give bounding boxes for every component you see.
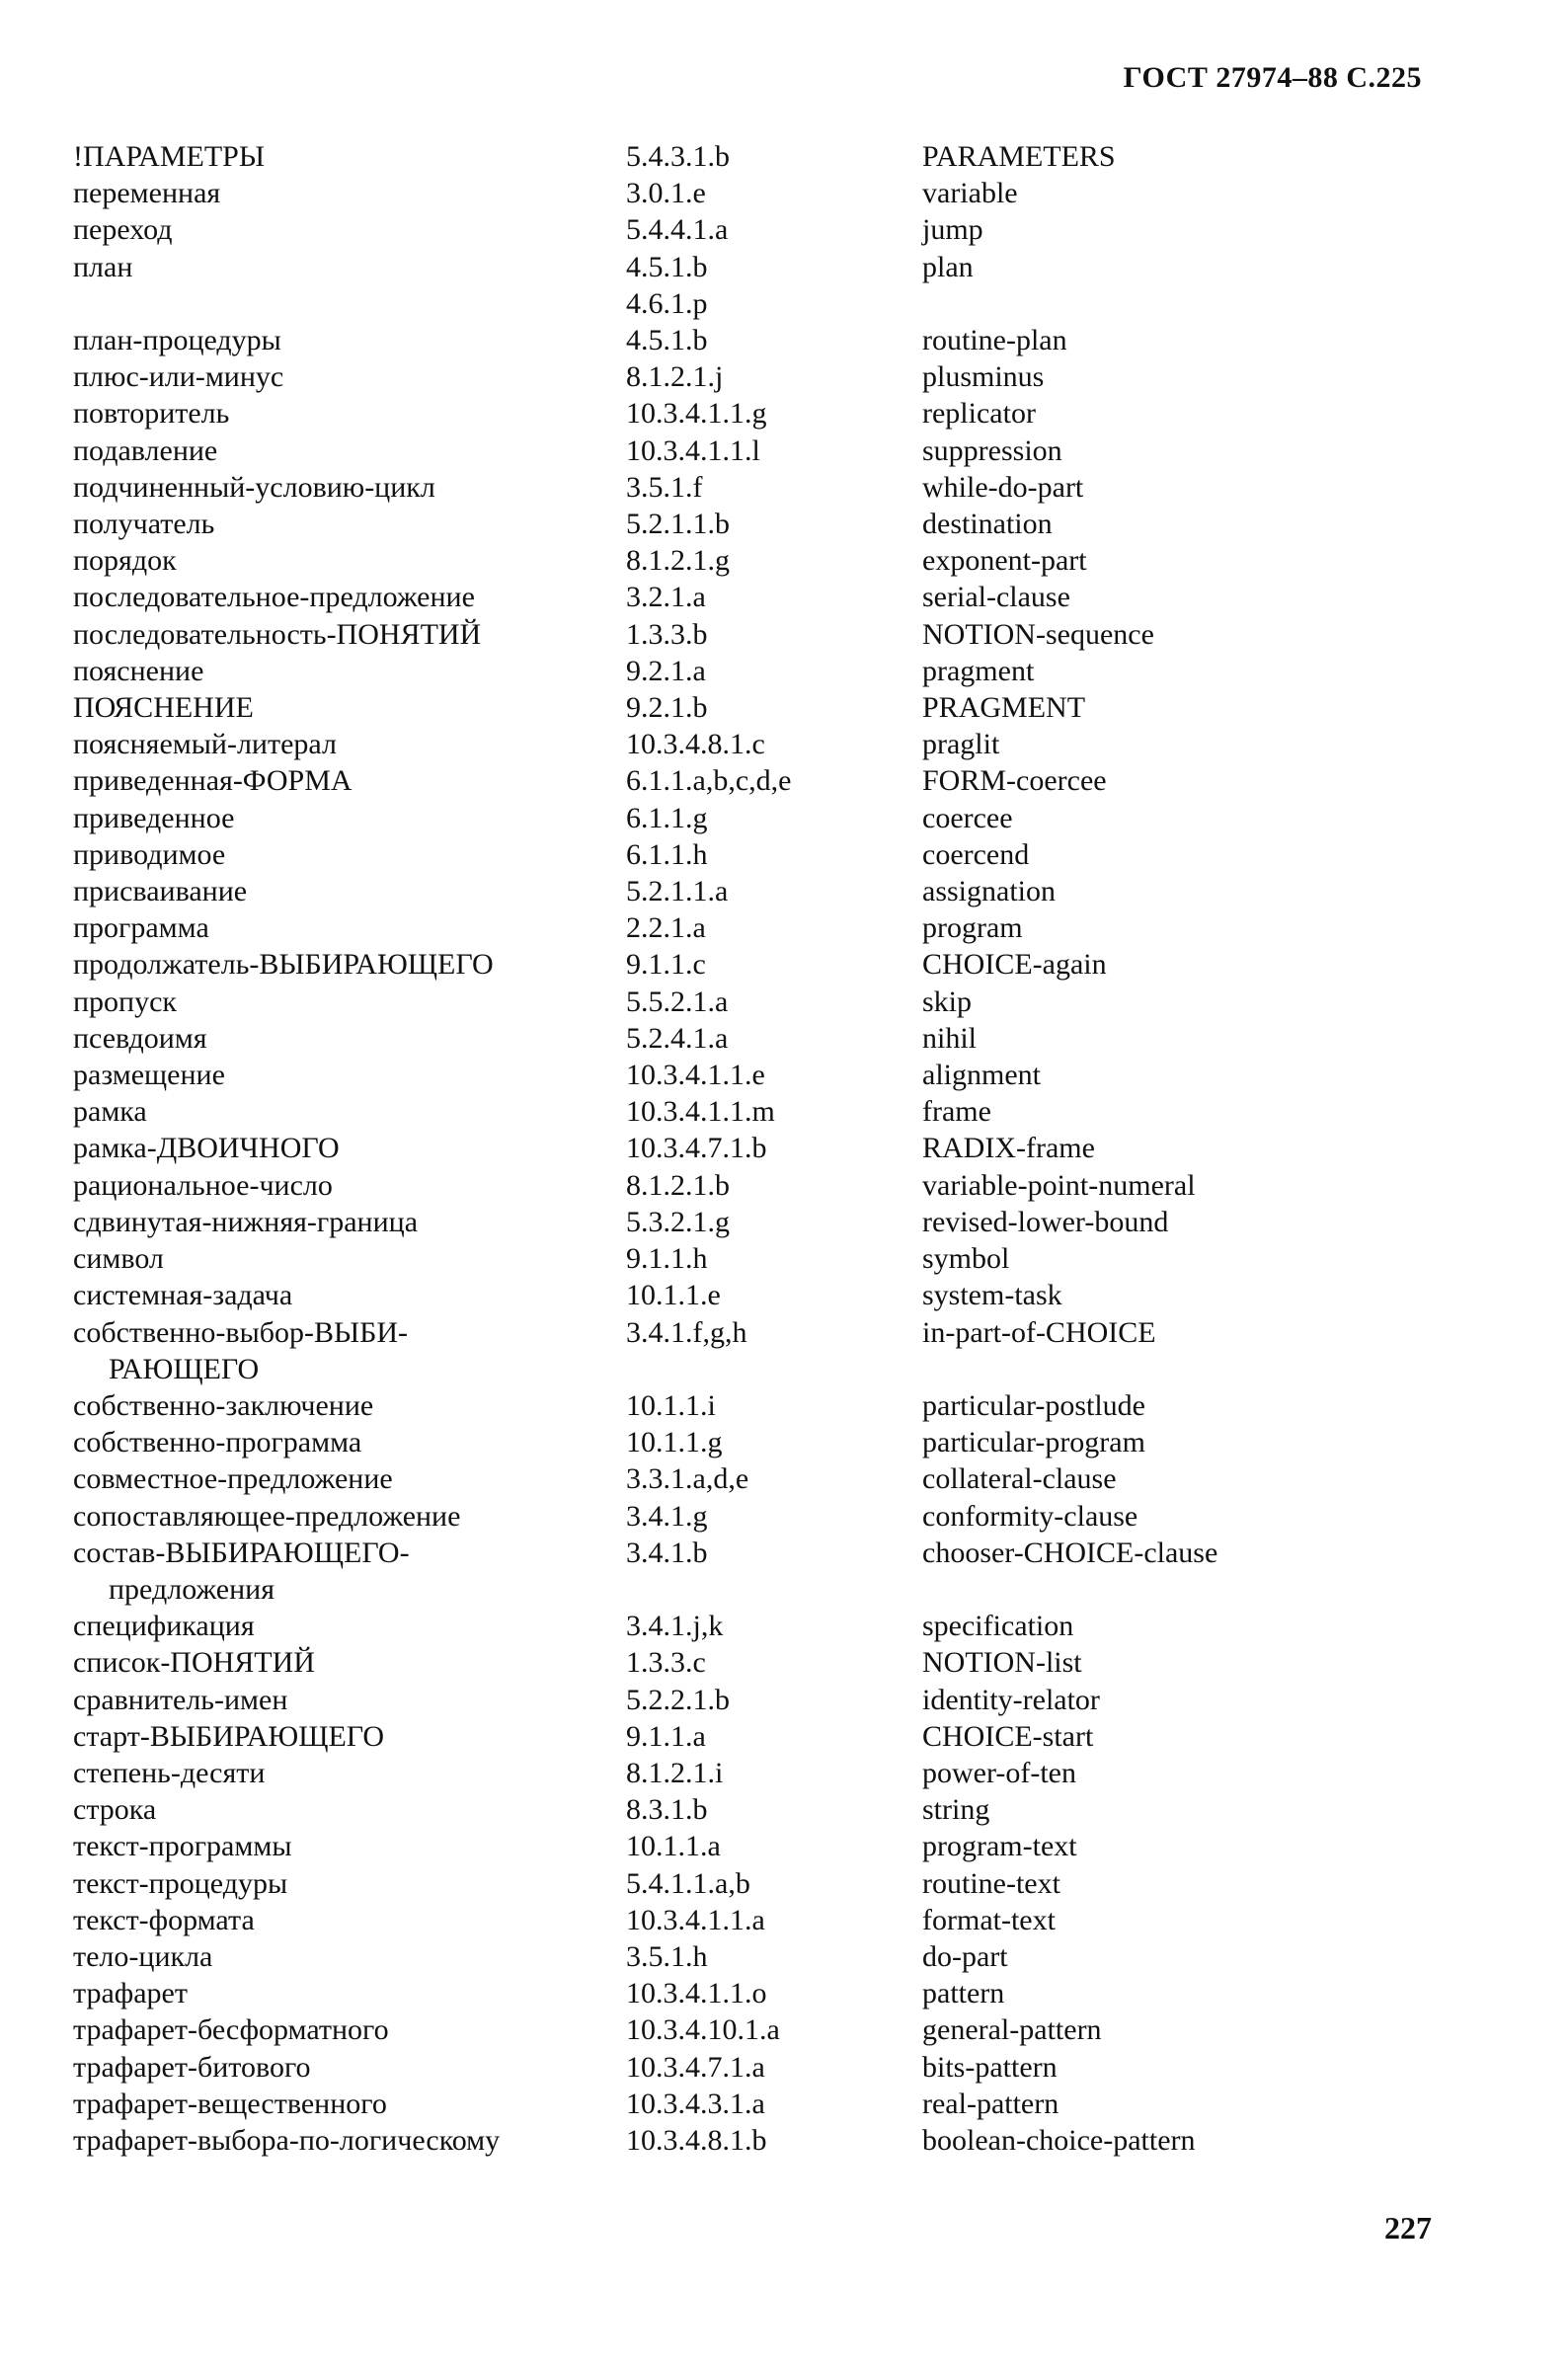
russian-term: собственно-заключение: [73, 1388, 374, 1422]
russian-term: предложения: [109, 1572, 275, 1606]
section-reference: 9.1.1.h: [626, 1242, 708, 1276]
russian-term: системная-задача: [73, 1279, 293, 1312]
english-term: NOTION-list: [922, 1646, 1082, 1680]
section-reference: 9.1.1.c: [626, 948, 706, 982]
english-term: format-text: [922, 1903, 1056, 1936]
english-term: alignment: [922, 1059, 1041, 1092]
russian-term: приведенная-ФОРМА: [73, 764, 353, 798]
index-row: [73, 1608, 1357, 1644]
english-term: skip: [922, 985, 973, 1018]
russian-term: подавление: [73, 433, 218, 467]
index-row: [73, 1938, 1357, 1975]
index-row: [73, 1314, 1357, 1351]
index-row: [73, 211, 1357, 248]
russian-term: повторитель: [73, 397, 230, 431]
russian-term: собственно-выбор-ВЫБИ-: [73, 1315, 409, 1349]
russian-term: сопоставляющее-предложение: [73, 1499, 461, 1533]
russian-term: текст-процедуры: [73, 1866, 288, 1900]
index-row: [73, 2086, 1357, 2122]
section-reference: 5.2.2.1.b: [626, 1683, 730, 1716]
section-reference: 9.2.1.b: [626, 691, 708, 725]
english-term: symbol: [922, 1242, 1010, 1276]
section-reference: 5.2.1.1.b: [626, 508, 730, 541]
section-reference: 8.3.1.b: [626, 1793, 708, 1827]
section-reference: 3.4.1.g: [626, 1499, 708, 1533]
section-reference: 10.3.4.1.1.o: [626, 1977, 767, 2010]
english-term: plusminus: [922, 360, 1045, 394]
russian-term: степень-десяти: [73, 1756, 266, 1789]
section-reference: 3.2.1.a: [626, 581, 706, 614]
index-row: [73, 1020, 1357, 1057]
section-reference: 8.1.2.1.b: [626, 1168, 730, 1202]
index-row: [73, 1791, 1357, 1828]
russian-term: тело-цикла: [73, 1939, 213, 1973]
english-term: variable-point-numeral: [922, 1168, 1196, 1202]
russian-term: строка: [73, 1793, 157, 1827]
index-table: [73, 138, 1357, 2159]
index-row: [73, 1204, 1357, 1240]
section-reference: 4.6.1.p: [626, 286, 708, 320]
index-row: [73, 1240, 1357, 1277]
english-term: CHOICE-again: [922, 948, 1107, 982]
section-reference: 10.3.4.1.1.l: [626, 433, 760, 467]
russian-term: трафарет-вещественного: [73, 2087, 387, 2120]
section-reference: 5.4.3.1.b: [626, 140, 730, 173]
russian-term: присваивание: [73, 875, 248, 908]
section-reference: 9.1.1.a: [626, 1719, 706, 1753]
english-term: chooser-CHOICE-clause: [922, 1536, 1218, 1569]
index-row: [73, 249, 1357, 285]
section-reference: 3.4.1.f,g,h: [626, 1315, 747, 1349]
russian-term: текст-программы: [73, 1830, 292, 1863]
section-reference: 10.3.4.3.1.a: [626, 2087, 765, 2120]
english-term: suppression: [922, 433, 1062, 467]
english-term: in-part-of-CHOICE: [922, 1315, 1156, 1349]
english-term: variable: [922, 177, 1018, 210]
english-term: routine-plan: [922, 324, 1067, 357]
english-term: string: [922, 1793, 990, 1827]
index-row: [73, 506, 1357, 542]
russian-term: собственно-программа: [73, 1426, 362, 1459]
russian-term: рамка: [73, 1095, 147, 1129]
english-term: bits-pattern: [922, 2050, 1058, 2084]
section-reference: 1.3.3.c: [626, 1646, 706, 1680]
english-term: real-pattern: [922, 2087, 1059, 2120]
section-reference: 5.2.1.1.a: [626, 875, 729, 908]
english-term: revised-lower-bound: [922, 1205, 1169, 1238]
index-row: [73, 1828, 1357, 1864]
section-reference: 10.1.1.g: [626, 1426, 723, 1459]
index-row: [73, 1902, 1357, 1938]
russian-term: переменная: [73, 177, 221, 210]
index-row: [73, 1057, 1357, 1093]
english-term: conformity-clause: [922, 1499, 1138, 1533]
english-term: general-pattern: [922, 2013, 1102, 2047]
section-reference: 10.1.1.i: [626, 1388, 716, 1422]
index-row: [73, 653, 1357, 689]
section-reference: 4.5.1.b: [626, 324, 708, 357]
russian-term: текст-формата: [73, 1903, 255, 1936]
index-row: [73, 2049, 1357, 2086]
section-reference: 10.3.4.7.1.a: [626, 2050, 765, 2084]
section-reference: 3.4.1.b: [626, 1536, 708, 1569]
index-row: [73, 946, 1357, 983]
index-row: [73, 1755, 1357, 1791]
section-reference: 10.3.4.10.1.a: [626, 2013, 780, 2047]
english-term: program: [922, 911, 1023, 945]
russian-term: последовательность-ПОНЯТИЙ: [73, 617, 482, 651]
russian-term: переход: [73, 213, 173, 247]
russian-term: плюс-или-минус: [73, 360, 284, 394]
russian-term: РАЮЩЕГО: [109, 1352, 260, 1385]
english-term: coercend: [922, 837, 1030, 871]
section-reference: 3.5.1.h: [626, 1939, 708, 1973]
russian-term: план-процедуры: [73, 324, 281, 357]
section-reference: 5.2.4.1.a: [626, 1021, 729, 1055]
russian-term: получатель: [73, 508, 215, 541]
section-reference: 9.2.1.a: [626, 654, 706, 687]
index-row: [73, 2122, 1357, 2159]
index-row: [73, 1498, 1357, 1535]
russian-term: трафарет-битового: [73, 2050, 311, 2084]
russian-term: план: [73, 250, 133, 283]
english-term: while-do-part: [922, 470, 1084, 504]
english-term: pattern: [922, 1977, 1005, 2010]
russian-term: программа: [73, 911, 209, 945]
page-header: ГОСТ 27974–88 С.225: [1123, 61, 1422, 94]
section-reference: 2.2.1.a: [626, 911, 706, 945]
russian-term: старт-ВЫБИРАЮЩЕГО: [73, 1719, 385, 1753]
section-reference: 10.1.1.e: [626, 1279, 721, 1312]
index-row: [73, 1865, 1357, 1902]
index-row: [73, 358, 1357, 395]
index-row: [73, 175, 1357, 211]
section-reference: 10.3.4.8.1.c: [626, 728, 765, 761]
index-row: [73, 1644, 1357, 1681]
index-row: [73, 1167, 1357, 1204]
index-row: [73, 1975, 1357, 2011]
english-term: FORM-coercee: [922, 764, 1107, 798]
russian-term: состав-ВЫБИРАЮЩЕГО-: [73, 1536, 410, 1569]
english-term: boolean-choice-pattern: [922, 2123, 1196, 2157]
english-term: program-text: [922, 1830, 1077, 1863]
index-row: [73, 984, 1357, 1020]
index-row: [73, 1351, 1357, 1387]
russian-term: пояснение: [73, 654, 204, 687]
index-row: [73, 1387, 1357, 1424]
index-row: [73, 579, 1357, 615]
section-reference: 5.4.4.1.a: [626, 213, 729, 247]
index-row: [73, 1093, 1357, 1130]
index-row: [73, 1424, 1357, 1460]
index-row: [73, 873, 1357, 909]
section-reference: 10.3.4.8.1.b: [626, 2123, 767, 2157]
index-row: [73, 800, 1357, 836]
section-reference: 4.5.1.b: [626, 250, 708, 283]
index-row: [73, 1277, 1357, 1313]
section-reference: 10.3.4.1.1.m: [626, 1095, 775, 1129]
section-reference: 3.0.1.e: [626, 177, 706, 210]
index-row: [73, 689, 1357, 726]
russian-term: псевдоимя: [73, 1021, 207, 1055]
index-row: [73, 1718, 1357, 1755]
index-row: [73, 395, 1357, 432]
russian-term: порядок: [73, 544, 177, 578]
section-reference: 6.1.1.g: [626, 801, 708, 834]
index-row: [73, 1571, 1357, 1608]
english-term: system-task: [922, 1279, 1062, 1312]
english-term: do-part: [922, 1939, 1008, 1973]
section-reference: 10.3.4.1.1.g: [626, 397, 767, 431]
english-term: serial-clause: [922, 581, 1070, 614]
english-term: routine-text: [922, 1866, 1060, 1900]
page-number: 227: [1384, 2210, 1432, 2246]
russian-term: ПОЯСНЕНИЕ: [73, 691, 254, 725]
russian-term: трафарет: [73, 1977, 188, 2010]
index-row: [73, 322, 1357, 358]
english-term: exponent-part: [922, 544, 1087, 578]
english-term: praglit: [922, 728, 1000, 761]
english-term: NOTION-sequence: [922, 617, 1154, 651]
section-reference: 6.1.1.a,b,c,d,e: [626, 764, 792, 798]
russian-term: сдвинутая-нижняя-граница: [73, 1205, 419, 1238]
index-row: [73, 1460, 1357, 1497]
russian-term: совместное-предложение: [73, 1462, 393, 1496]
section-reference: 5.3.2.1.g: [626, 1205, 730, 1238]
english-term: RADIX-frame: [922, 1132, 1095, 1165]
english-term: identity-relator: [922, 1683, 1100, 1716]
english-term: CHOICE-start: [922, 1719, 1094, 1753]
section-reference: 3.5.1.f: [626, 470, 703, 504]
section-reference: 3.4.1.j,k: [626, 1610, 724, 1643]
russian-term: приведенное: [73, 801, 235, 834]
section-reference: 10.3.4.7.1.b: [626, 1132, 767, 1165]
index-row: [73, 909, 1357, 946]
index-row: [73, 836, 1357, 873]
english-term: assignation: [922, 875, 1056, 908]
russian-term: трафарет-бесформатного: [73, 2013, 389, 2047]
english-term: jump: [922, 213, 983, 247]
russian-term: подчиненный-условию-цикл: [73, 470, 435, 504]
english-term: PARAMETERS: [922, 140, 1116, 173]
index-row: [73, 469, 1357, 506]
russian-term: спецификация: [73, 1610, 255, 1643]
index-row: [73, 762, 1357, 799]
index-row: [73, 1682, 1357, 1718]
section-reference: 10.3.4.1.1.a: [626, 1903, 765, 1936]
english-term: replicator: [922, 397, 1036, 431]
russian-term: список-ПОНЯТИЙ: [73, 1646, 315, 1680]
section-reference: 5.5.2.1.a: [626, 985, 729, 1018]
english-term: particular-program: [922, 1426, 1145, 1459]
section-reference: 10.1.1.a: [626, 1830, 721, 1863]
russian-term: !ПАРАМЕТРЫ: [73, 140, 266, 173]
russian-term: рамка-ДВОИЧНОГО: [73, 1132, 340, 1165]
index-row: [73, 616, 1357, 653]
english-term: nihil: [922, 1021, 978, 1055]
index-row: [73, 285, 1357, 322]
index-row: [73, 726, 1357, 762]
section-reference: 1.3.3.b: [626, 617, 708, 651]
english-term: plan: [922, 250, 974, 283]
english-term: coercee: [922, 801, 1013, 834]
english-term: pragment: [922, 654, 1035, 687]
english-term: destination: [922, 508, 1053, 541]
english-term: collateral-clause: [922, 1462, 1117, 1496]
section-reference: 6.1.1.h: [626, 837, 708, 871]
russian-term: сравнитель-имен: [73, 1683, 288, 1716]
russian-term: последовательное-предложение: [73, 581, 475, 614]
english-term: specification: [922, 1610, 1074, 1643]
index-row: [73, 433, 1357, 469]
english-term: particular-postlude: [922, 1388, 1145, 1422]
section-reference: 8.1.2.1.j: [626, 360, 724, 394]
section-reference: 10.3.4.1.1.e: [626, 1059, 765, 1092]
section-reference: 8.1.2.1.g: [626, 544, 730, 578]
russian-term: продолжатель-ВЫБИРАЮЩЕГО: [73, 948, 494, 982]
russian-term: поясняемый-литерал: [73, 728, 337, 761]
russian-term: трафарет-выбора-по-логическому: [73, 2123, 501, 2157]
index-row: [73, 138, 1357, 175]
russian-term: приводимое: [73, 837, 226, 871]
russian-term: пропуск: [73, 985, 177, 1018]
russian-term: символ: [73, 1242, 164, 1276]
english-term: PRAGMENT: [922, 691, 1086, 725]
russian-term: размещение: [73, 1059, 225, 1092]
index-row: [73, 2011, 1357, 2048]
english-term: frame: [922, 1095, 991, 1129]
english-term: power-of-ten: [922, 1756, 1076, 1789]
index-row: [73, 1130, 1357, 1166]
russian-term: рациональное-число: [73, 1168, 333, 1202]
index-row: [73, 542, 1357, 579]
section-reference: 5.4.1.1.a,b: [626, 1866, 750, 1900]
section-reference: 3.3.1.a,d,e: [626, 1462, 749, 1496]
section-reference: 8.1.2.1.i: [626, 1756, 724, 1789]
index-row: [73, 1535, 1357, 1571]
